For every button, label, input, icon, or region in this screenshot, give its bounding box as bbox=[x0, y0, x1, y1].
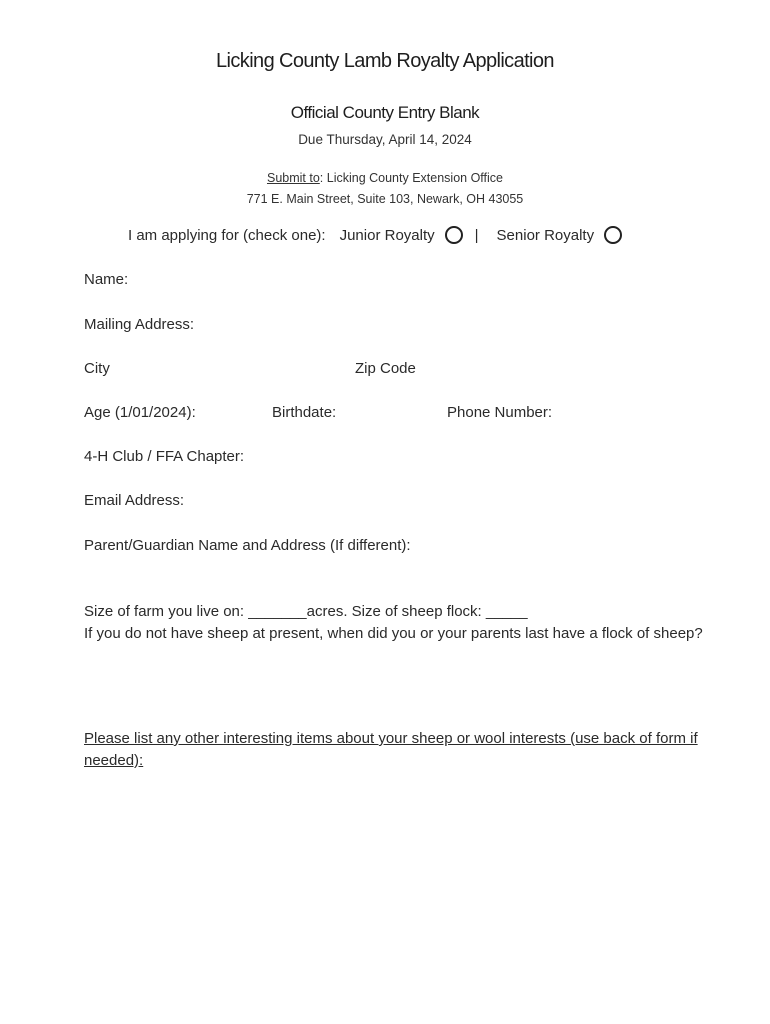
parent-guardian-field[interactable]: Parent/Guardian Name and Address (If different): bbox=[84, 537, 411, 554]
club-chapter-field[interactable]: 4-H Club / FFA Chapter: bbox=[84, 448, 245, 465]
office-address: 771 E. Main Street, Suite 103, Newark, OH 43055 bbox=[246, 192, 524, 206]
phone-number-field[interactable]: Phone Number: bbox=[447, 404, 553, 421]
submit-to-office: : Licking County Extension Office bbox=[319, 171, 503, 185]
due-date: Due Thursday, April 14, 2024 bbox=[298, 132, 472, 147]
junior-royalty-label: Junior Royalty bbox=[339, 226, 435, 244]
form-subtitle: Official County Entry Blank bbox=[290, 103, 480, 122]
choice-separator: | bbox=[474, 226, 479, 244]
birthdate-field[interactable]: Birthdate: bbox=[272, 404, 337, 421]
royalty-choice-row bbox=[128, 226, 622, 244]
junior-royalty-radio[interactable] bbox=[445, 226, 463, 244]
zip-code-field[interactable]: Zip Code bbox=[355, 360, 416, 377]
form-title: Licking County Lamb Royalty Application bbox=[216, 50, 554, 72]
name-field[interactable]: Name: bbox=[84, 271, 129, 288]
past-flock-question[interactable]: If you do not have sheep at present, when did you or your parents last have a flock of sheep? bbox=[84, 625, 703, 642]
interests-prompt[interactable]: Please list any other interesting items about your sheep or wool interests (use back of form if needed): bbox=[84, 730, 698, 769]
senior-royalty-radio[interactable] bbox=[604, 226, 622, 244]
apply-prompt: I am applying for (check one): bbox=[128, 226, 326, 244]
submit-to-label: Submit to bbox=[266, 171, 320, 185]
mailing-address-field[interactable]: Mailing Address: bbox=[84, 316, 195, 333]
submit-to bbox=[0, 171, 770, 185]
email-address-field[interactable]: Email Address: bbox=[84, 492, 185, 509]
senior-royalty-label: Senior Royalty bbox=[496, 226, 595, 244]
age-field[interactable]: Age (1/01/2024): bbox=[84, 404, 196, 421]
farm-size-line[interactable]: Size of farm you live on: _______acres. Size of sheep flock: _____ bbox=[84, 603, 528, 620]
city-field[interactable]: City bbox=[84, 360, 110, 377]
